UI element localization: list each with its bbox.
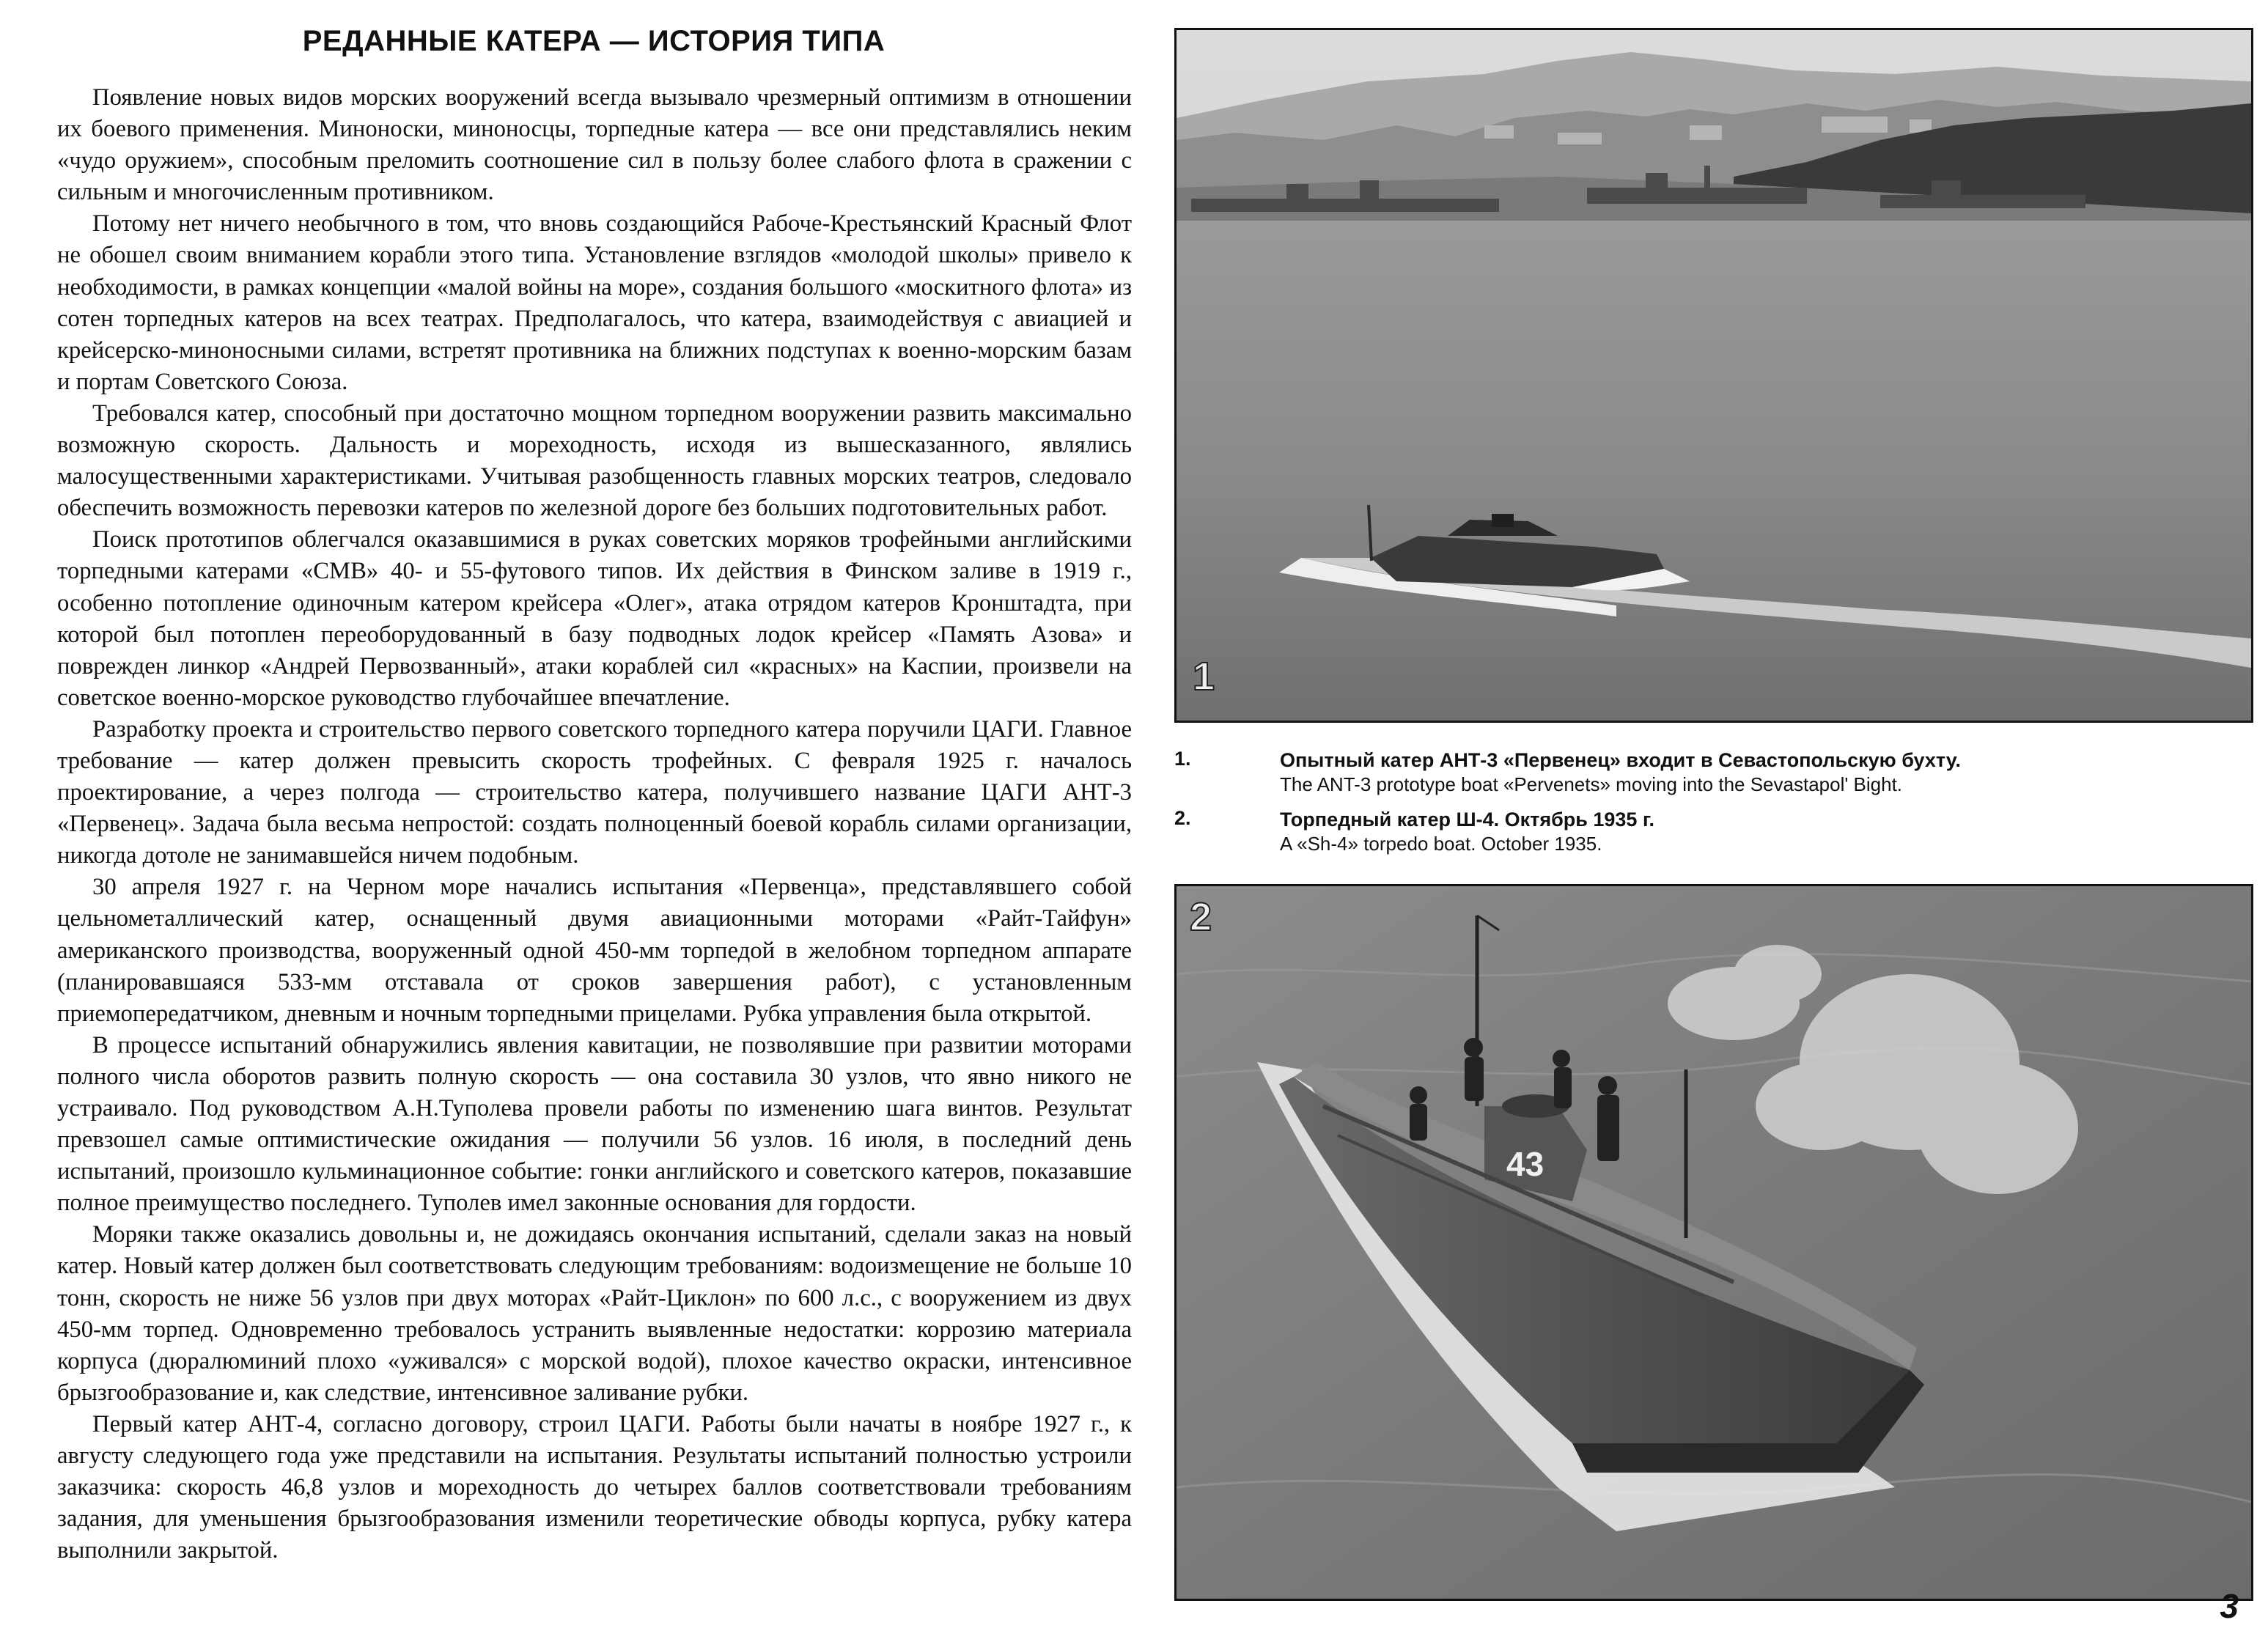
caption-number: 2. [1174,807,1191,829]
photo-ant3-harbour [1174,28,2253,723]
caption-1 [1174,748,2249,797]
caption-en: The ANT-3 prototype boat «Pervenets» moving into the Sevastapol' Bight. [1280,773,1903,795]
article-paragraph: 30 апреля 1927 г. на Черном море начались испытания «Первенца», представлявшего собой цельнометаллический катер, оснащенный двумя авиационными моторами «Райт-Тайфун» американского производства, вооруженный одной 450-мм торпедой в желобном торпедном аппарате (планировавшаяся 533-мм отставала от сроков завершения работ), с установленным приемопередатчиком, дневным и ночным торпедными прицелами. Рубка управления была открытой. [57,874,1132,1027]
article-paragraph: Первый катер АНТ-4, согласно договору, строил ЦАГИ. Работы были начаты в ноябре 1927 г., к августу следующего года уже представили на испытания. Результаты испытаний полностью устроили заказчика: скорость 46,8 узлов и мореходность до четырех баллов соответствовали требованиям задания, для уменьшения брызгообразования изменили теоретические обводы корпуса, рубку катера выполнили закрытой. [57,1410,1132,1564]
article-paragraph: В процессе испытаний обнаружились явления кавитации, не позволявшие при развитии моторами полного числа оборотов развить полную скорость — она составила 30 узлов, что явно никого не устраивало. Под руководством А.Н.Туполева провели работы по изменению шага винтов. Результат превзошел самые оптимистические ожидания — получили 56 узлов. 16 июля, в последний день испытаний, произошло кульминационное событие: гонки английского и советского катеров, показавшие полное преимущество последнего. Туполев имел законные основания для гордости. [57,1031,1132,1217]
hull-number-label: 43 [1506,1145,1544,1183]
photo2-number: 2 [1190,895,1212,939]
article-paragraph: Потому нет ничего необычного в том, что вновь создающийся Рабоче-Крестьянский Красный Флот не обошел своим вниманием корабли этого типа. Установление взглядов «молодой школы» привело к необходимости, в рамках концепции «малой войны на море», создания большого «москитного флота» из сотен торпедных катеров на всех театрах. Предполагалось, что катера, взаимодействуя с авиацией и крейсерско-миноносными силами, встретят противника на ближних подступах к военно-морским базам и портам Советского Союза. [57,210,1132,395]
article-body [57,82,1132,1614]
article-paragraph: Появление новых видов морских вооружений всегда вызывало чрезмерный оптимизм в отношении их боевого применения. Миноноски, миноносцы, торпедные катера — все они представлялись неким «чудо оружием», способным преломить соотношение сил в пользу более слабого флота в сражении с сильным и многочисленным противником. [57,84,1132,206]
article-title: РЕДАННЫЕ КАТЕРА — ИСТОРИЯ ТИПА [302,25,886,57]
caption-number: 1. [1174,748,1191,770]
article-paragraph: Поиск прототипов облегчался оказавшимися в руках советских моряков трофейными английскими торпедными катерами «СМВ» 40- и 55-футового типов. Их действия в Финском заливе в 1919 г., особенно потопление одиночным катером крейсера «Олег», атака отрядом катеров Кронштадта, при которой был потоплен переоборудованный в базу подводных лодок крейсер «Память Азова» и поврежден линкор «Андрей Первозванный», атаки кораблей сил «красных» на Каспии, произвели на советское военно-морское руководство глубочайшее впечатление. [57,526,1132,711]
article-paragraph: Разработку проекта и строительство первого советского торпедного катера поручили ЦАГИ. Главное требование — катер должен превысить скорость трофейных. С февраля 1925 г. началось проектирование, а через полгода — строительство катера, получившего название ЦАГИ АНТ-3 «Первенец». Задача была весьма непростой: создать полноценный боевой корабль силами организации, никогда дотоле не занимавшейся ничем подобным. [57,715,1132,869]
article-paragraph: Моряки также оказались довольны и, не дожидаясь окончания испытаний, сделали заказ на новый катер. Новый катер должен был соответствовать следующим требованиям: водоизмещение не больше 10 тонн, скорость не ниже 56 узлов при двух моторах «Райт-Циклон» по 600 л.с., с вооружением из двух 450-мм торпед. Одновременно требовалось устранить выявленные недостатки: коррозию материала корпуса (дюралюминий плохо «уживался» с морской водой), плохое качество окраски, интенсивное брызгообразование и, как следствие, интенсивное заливание рубки. [57,1221,1132,1406]
photo-sh4-image [1177,886,2251,1599]
photo-ant3-image [1177,30,2251,721]
photo-captions [1174,748,2249,866]
caption-ru: Опытный катер АНТ-3 «Первенец» входит в Севастопольскую бухту. [1280,749,1961,771]
page-number: 3 [2220,1587,2239,1625]
photo-sh4-boat [1174,884,2253,1601]
caption-2 [1174,807,2249,856]
caption-en: A «Sh-4» torpedo boat. October 1935. [1280,833,1602,855]
article-paragraph: Требовался катер, способный при достаточно мощном торпедном вооружении развить максимально возможную скорость. Дальность и мореходность, исходя из вышесказанного, являлись малосущественными характеристиками. Учитывая разобщенность главных морских театров, следовало обеспечить возможность перевозки катеров по железной дороге без больших подготовительных работ. [57,399,1132,522]
caption-ru: Торпедный катер Ш-4. Октябрь 1935 г. [1280,809,1654,830]
photo1-number: 1 [1193,655,1215,699]
